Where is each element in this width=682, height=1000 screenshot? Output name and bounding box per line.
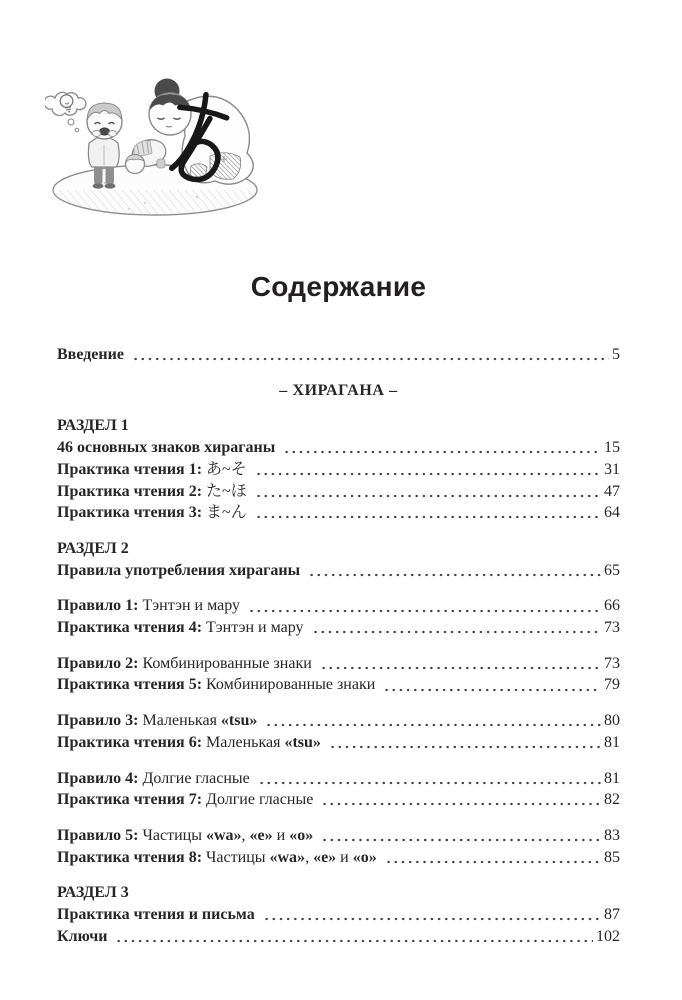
- page-number: 73: [604, 654, 620, 672]
- toc-entry-label: Практика чтения 3: ま~ん: [57, 504, 247, 522]
- toc-entry-label: Практика чтения 6: Маленькая «tsu»: [57, 733, 321, 751]
- dotted-leader: [130, 344, 609, 366]
- page-content: [57, 0, 620, 947]
- toc-entry: [57, 481, 620, 503]
- toc-entry-label: Правило 3: Маленькая «tsu»: [57, 712, 258, 730]
- toc-entry: [57, 768, 620, 790]
- dotted-leader: [261, 904, 601, 926]
- toc-entry: [57, 617, 620, 639]
- toc-entry: [57, 459, 620, 481]
- dotted-leader: [319, 789, 601, 811]
- toc-entry-label: 46 основных знаков хираганы: [57, 439, 276, 457]
- toc-entry: [57, 710, 620, 732]
- toc-entry-label: Правило 5: Частицы «wa», «e» и «o»: [57, 826, 314, 844]
- toc-entry: [57, 825, 620, 847]
- table-of-contents: [57, 344, 620, 947]
- dotted-leader: [319, 825, 601, 847]
- toc-entry: [57, 502, 620, 524]
- page-number: 82: [604, 791, 620, 809]
- toc-entry: [57, 653, 620, 675]
- toc-entry-label: Практика чтения 7: Долгие гласные: [57, 791, 314, 809]
- toc-entry-label: Правило 1: Тэнтэн и мару: [57, 597, 241, 615]
- toc-entry: [57, 732, 620, 754]
- dotted-leader: [253, 459, 601, 481]
- page-number: 81: [604, 733, 620, 751]
- page-number: 80: [604, 712, 620, 730]
- toc-entry: [57, 344, 620, 366]
- page-number: 47: [604, 482, 620, 500]
- toc-entry-label: Практика чтения 1: あ~そ: [57, 460, 247, 478]
- toc-entry-label: Практика чтения и письма: [57, 906, 255, 924]
- toc-entry: [57, 674, 620, 696]
- dotted-leader: [256, 768, 601, 790]
- page-number: 73: [604, 619, 620, 637]
- toc-entry-label: Практика чтения 4: Тэнтэн и мару: [57, 619, 304, 637]
- dotted-leader: [310, 617, 601, 639]
- toc-entry: [57, 560, 620, 582]
- dotted-leader: [246, 595, 601, 617]
- dotted-leader: [113, 926, 593, 948]
- page-number: 15: [604, 439, 620, 457]
- section-heading: РАЗДЕЛ 2: [57, 539, 129, 557]
- dotted-leader: [253, 502, 601, 524]
- dotted-leader: [263, 710, 601, 732]
- dotted-leader: [327, 732, 601, 754]
- page-number: 81: [604, 769, 620, 787]
- page-number: 64: [604, 504, 620, 522]
- toc-entry-label: Практика чтения 8: Частицы «wa», «e» и «o»: [57, 848, 377, 866]
- toc-entry-label: Практика чтения 5: Комбинированные знаки: [57, 676, 376, 694]
- dotted-leader: [253, 481, 601, 503]
- dotted-leader: [383, 847, 601, 869]
- toc-entry-label: Правило 4: Долгие гласные: [57, 769, 250, 787]
- page-number: 65: [604, 561, 620, 579]
- page-number: 79: [604, 676, 620, 694]
- toc-entry-label: Правила употребления хираганы: [57, 561, 301, 579]
- toc-entry: [57, 904, 620, 926]
- page-title: Содержание: [250, 271, 427, 302]
- dotted-leader: [318, 653, 601, 675]
- toc-entry-label: Ключи: [57, 927, 108, 945]
- toc-entry: [57, 847, 620, 869]
- page-number: 31: [604, 460, 620, 478]
- page-number: 66: [604, 597, 620, 615]
- page-number: 102: [596, 927, 620, 945]
- page-number: 83: [604, 826, 620, 844]
- toc-entry: [57, 437, 620, 459]
- toc-entry-label: Практика чтения 2: た~ほ: [57, 482, 247, 500]
- dotted-leader: [381, 674, 601, 696]
- toc-entry: [57, 926, 620, 948]
- part-heading: – ХИРАГАНА –: [279, 381, 398, 399]
- toc-entry: [57, 595, 620, 617]
- section-heading: РАЗДЕЛ 1: [57, 417, 129, 435]
- dotted-leader: [281, 437, 601, 459]
- dotted-leader: [306, 560, 601, 582]
- page-number: 87: [604, 906, 620, 924]
- page-number: 5: [612, 346, 620, 363]
- toc-entry-label: Правило 2: Комбинированные знаки: [57, 654, 312, 672]
- section-heading: РАЗДЕЛ 3: [57, 884, 129, 902]
- page-number: 85: [604, 848, 620, 866]
- toc-entry-label: Введение: [57, 346, 124, 363]
- toc-entry: [57, 789, 620, 811]
